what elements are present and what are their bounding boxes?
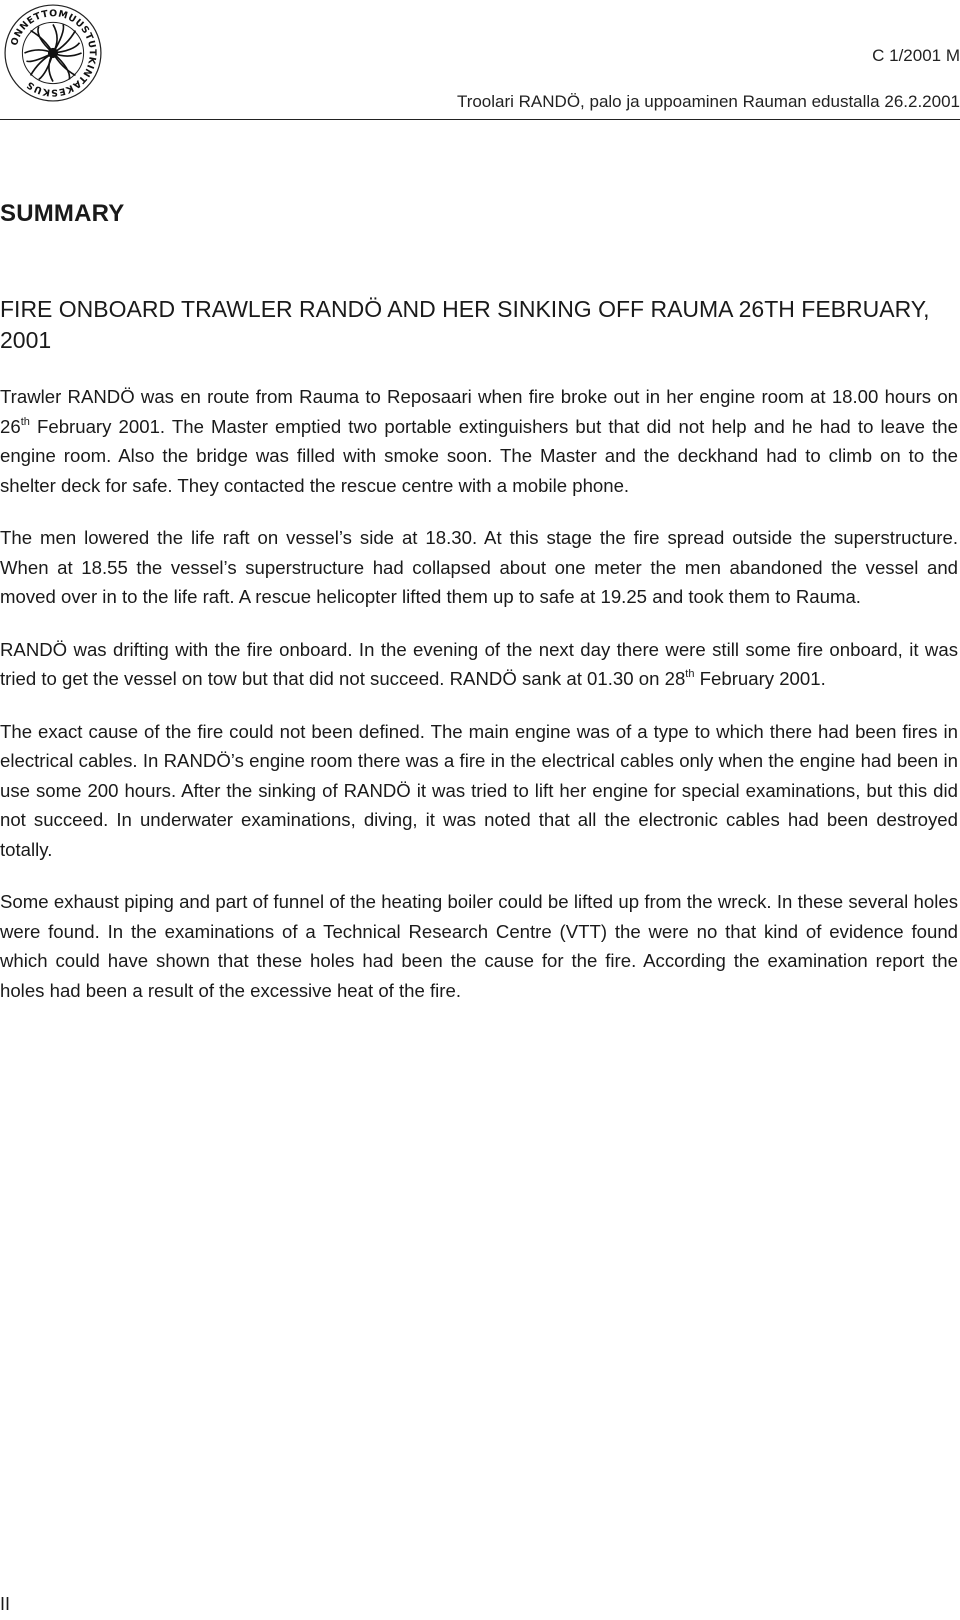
report-title: FIRE ONBOARD TRAWLER RANDÖ AND HER SINKING OFF RAUMA 26TH FEBRUARY, 2001	[0, 296, 930, 353]
page-number: II	[0, 1594, 11, 1614]
paragraph-3: RANDÖ was drifting with the fire onboard. In the evening of the next day there were still some fire onboard, it was tried to get the vessel on tow but that did not succeed. RANDÖ sank at 01.30 on 28th February 2001.	[0, 638, 958, 689]
header-divider	[0, 119, 960, 120]
logo-emblem-icon	[2, 2, 104, 104]
svg-text:ONNETTOMUUSTUTKINTAKESKUS: ONNETTOMUUSTUTKINTAKESKUS	[9, 8, 98, 98]
investigation-centre-logo	[2, 2, 104, 104]
report-subtitle: Troolari RANDÖ, palo ja uppoaminen Rauman edustalla 26.2.2001	[456, 92, 960, 111]
report-code: C 1/2001 M	[872, 46, 960, 65]
paragraph-2: The men lowered the life raft on vessel’s side at 18.30. At this stage the fire spread outside the superstructure. When at 18.55 the vessel’s superstructure had collapsed about one meter the men abandoned the vessel and moved over in to the life raft. A rescue helicopter lifted them up to safe at 19.25 and took them to Rauma.	[0, 527, 958, 607]
paragraph-4: The exact cause of the fire could not been defined. The main engine was of a type to which there had been fires in electrical cables. In RANDÖ’s engine room there was a fire in the electrical cables only when the engine had been in use some 200 hours. After the sinking of RANDÖ it was tried to lift her engine for special examinations, but this did not succeed. In underwater examinations, diving, it was noted that all the electronic cables had been destroyed totally.	[0, 720, 958, 860]
section-heading: SUMMARY	[0, 200, 125, 227]
summary-body	[0, 382, 958, 1028]
paragraph-1: Trawler RANDÖ was en route from Rauma to Reposaari when fire broke out in her engine room at 18.00 hours on 26th February 2001. The Master emptied two portable extinguishers but that did not help and he had to leave the engine room. Also the bridge was filled with smoke soon. The Master and the deckhand had to climb on to the shelter deck for safe. They contacted the rescue centre with a mobile phone.	[0, 386, 958, 496]
paragraph-5: Some exhaust piping and part of funnel of the heating boiler could be lifted up from the wreck. In these several holes were found. In the examinations of a Technical Research Centre (VTT) the were no that kind of evidence found which could have shown that these holes had been the cause for the fire. According the examination report the holes had been a result of the excessive heat of the fire.	[0, 891, 958, 1001]
